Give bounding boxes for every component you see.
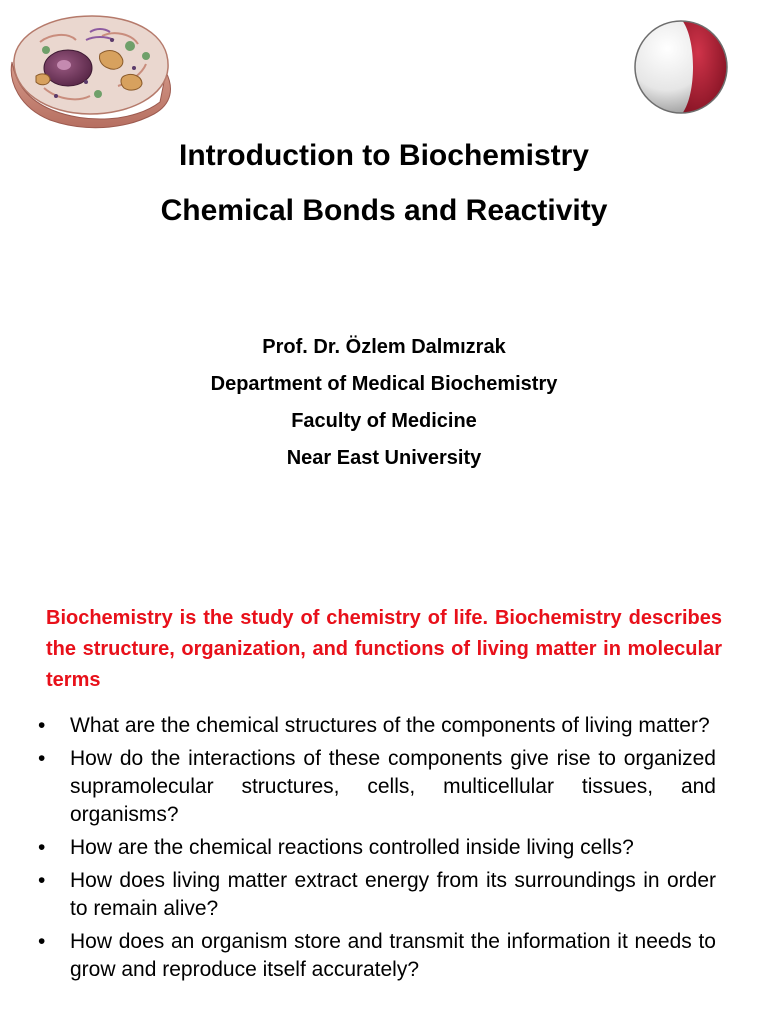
cell-illustration-icon (6, 10, 176, 136)
title-line-2: Chemical Bonds and Reactivity (160, 194, 608, 227)
author-university: Near East University (286, 447, 482, 469)
list-item (38, 745, 716, 829)
bullet-icon: • (38, 836, 46, 859)
list-item (38, 712, 716, 740)
question-text: How are the chemical reactions controlled inside living cells? (70, 836, 634, 859)
author-faculty: Faculty of Medicine (291, 410, 477, 432)
biochemistry-definition: Biochemistry is the study of chemistry of life. Biochemistry describes the structure, organization, and functions of living matter in molecular terms (46, 607, 722, 691)
author-block (0, 333, 768, 481)
question-text: How does an organism store and transmit the information it needs to grow and reproduce itself accurately? (70, 930, 716, 981)
author-department: Department of Medical Biochemistry (210, 373, 558, 395)
bullet-icon: • (38, 930, 46, 953)
sphere-logo-icon (633, 19, 729, 115)
list-item (38, 834, 716, 862)
author-name: Prof. Dr. Özlem Dalmızrak (262, 336, 506, 358)
title-line-1: Introduction to Biochemistry (178, 139, 589, 172)
bullet-icon: • (38, 869, 46, 892)
bullet-icon: • (38, 714, 46, 737)
question-text: How does living matter extract energy from its surroundings in order to remain alive? (70, 869, 716, 920)
list-item (38, 928, 716, 984)
question-text: What are the chemical structures of the components of living matter? (70, 714, 710, 737)
questions-list (38, 712, 716, 989)
list-item (38, 867, 716, 923)
question-text: How do the interactions of these components give rise to organized supramolecular structures, cells, multicellular tissues, and organisms? (70, 747, 716, 826)
bullet-icon: • (38, 747, 46, 770)
